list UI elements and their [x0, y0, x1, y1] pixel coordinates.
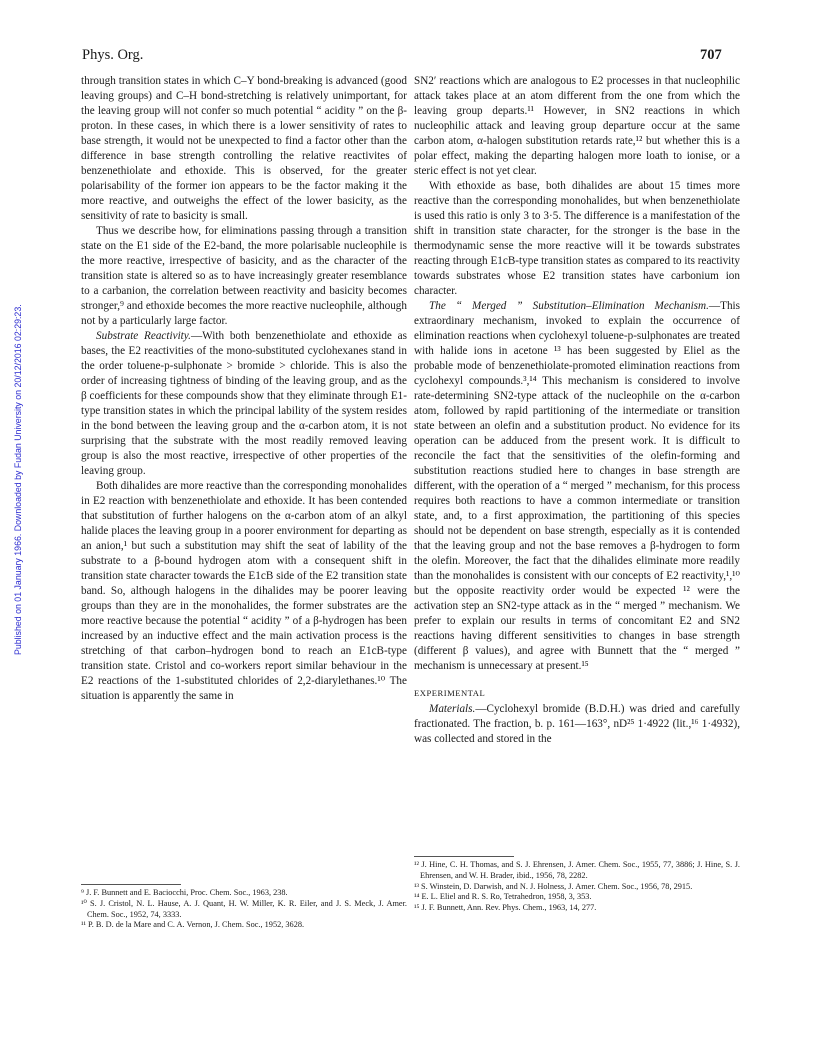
left-footnotes — [81, 888, 407, 931]
paragraph — [414, 702, 740, 747]
footnote: ¹¹ P. B. D. de la Mare and C. A. Vernon, J. Chem. Soc., 1952, 3628. — [81, 920, 305, 930]
download-notice-sidebar — [6, 185, 23, 655]
paragraph: With ethoxide as base, both dihalides are about 15 times more reactive than the corresponding monohalides, but when benzenethiolate is used this ratio is only 3 to 3·5. The difference is a manifestation of the shift in transition state character, for the stronger is the base in the thermodynamic sense the more reactive will it be towards substrates reacting through E1cB-type transition states as compared to its reactivity towards substrates whose E2 transition states have carbonium ion character. — [414, 180, 740, 297]
paragraph: SN2′ reactions which are analogous to E2 processes in that nucleophilic attack takes place at an atom different from the one from which the leaving group departs.¹¹ However, in SN2 reactions in which nucleophilic attack and leaving group departure occur at the same carbon atom, α-halogen substitution retards rate,¹² but whether this is a polar effect, making the departing halogen more loath to ionise, or a steric effect is not yet clear. — [414, 75, 740, 177]
footnote-rule — [81, 884, 181, 885]
paragraph-body: —Cyclohexyl bromide (B.D.H.) was dried and carefully fractionated. The fraction, b. p. 161—163°, nD²⁵ 1·4922 (lit.,¹⁶ 1·4932), was collected and stored in the — [414, 703, 740, 745]
download-notice: Published on 01 January 1966. Downloaded by Fudan University on 20/12/2016 02:29:23. — [13, 304, 23, 655]
footnote: ¹³ S. Winstein, D. Darwish, and N. J. Holness, J. Amer. Chem. Soc., 1956, 78, 2915. — [414, 881, 693, 891]
footnote: ⁹ J. F. Bunnett and E. Baciocchi, Proc. Chem. Soc., 1963, 238. — [81, 888, 288, 897]
paragraph: through transition states in which C–Y bond-breaking is advanced (good leaving groups) and C–H bond-stretching is relatively unimportant, for the leaving group will not confer so much potential “ acidity ” on the β-proton. In these cases, in which there is a lower sensitivity of rates to base strength, it would not be unexpected to find a factor other than the difference in base strength controlling the relative reactivites of benzenethiolate and ethoxide. This is observed, for the greater polarisability of the former ion appears to be the factor making it the more reactive, and outweighs the effect of the lower basicity, as the sensitivity of rate to basicity is small. — [81, 75, 407, 222]
left-column — [81, 74, 407, 704]
footnote: ¹⁰ S. J. Cristol, N. L. Hause, A. J. Quant, H. W. Miller, K. R. Eiler, and J. S. Meck, J. Amer. Chem. Soc., 1952, 74, 3333. — [81, 898, 407, 919]
footnote: ¹⁴ E. L. Eliel and R. S. Ro, Tetrahedron, 1958, 3, 353. — [414, 892, 592, 902]
right-column — [414, 74, 740, 747]
run-in-heading: Substrate Reactivity. — [96, 330, 191, 342]
paragraph-body: —With both benzenethiolate and ethoxide as bases, the E2 reactivities of the mono-substituted cyclohexanes stand in the order toluene-p-sulphonate > bromide > chloride. This is also the order of increasing tightness of binding of the leaving group, and as the β coefficients for these compounds show that they eliminate through E1-type transition states in which the principal lability of the system resides in the bond between the leaving group and the α-carbon atom, it is not surprising that the substrate with the most readily removed leaving group is also the most reactive, irrespective of other properties of the leaving group. — [81, 330, 407, 477]
section-heading: EXPERIMENTAL — [414, 688, 486, 698]
footnote-rule — [414, 856, 514, 857]
footnote: ¹⁵ J. F. Bunnett, Ann. Rev. Phys. Chem., 1963, 14, 277. — [414, 903, 597, 913]
page-number: 707 — [700, 47, 722, 63]
paragraph: Thus we describe how, for eliminations passing through a transition state on the E1 side of the E2-band, the more polarisable nucleophile is the more reactive, irrespective of basicity, and as the character of the transition state is altered so as to have increasingly greater resemblance to a carbanion, the correlation between reactivity and basicity becomes stronger,⁹ and ethoxide becomes the more reactive nucleophile, although not by a particularly large factor. — [81, 225, 407, 327]
paragraph — [414, 299, 740, 674]
paragraph-body: —This extraordinary mechanism, invoked to explain the occurrence of elimination reactions when cyclohexyl toluene-p-sulphonates are treated with halide ions in acetone ¹³ has been suggested by Eliel as the probable mode of benzenethiolate-promoted elimination reactions from cyclohexyl compounds.³,¹⁴ This mechanism is considered to involve rate-determining SN2-type attack of the nucleophile on the α-carbon atom, followed by rapid partitioning of the intermediate or transition state between an olefin and a substitution product. No evidence for its operation can be adduced from the present work. It is difficult to reconcile the fact that the sensitivities of the olefin-forming and substitution reactions studied here to changes in base strength are different, with the operation of a “ merged ” mechanism, for this process requires both reactions to have a common intermediate or transition state, and, to a first approximation, the partitioning of this species should not be dependent on base strength, especially as it is contended that the leaving group and not the base removes a β-hydrogen to form the olefin. Moreover, the fact that the dihalides eliminate more readily than the monohalides is consistent with our concepts of E2 reactivity,¹,¹⁰ but the opposite reactivity order would be expected ¹² were the activation step an SN2-type attack as in the “ merged ” mechanism. We prefer to explain our results in terms of concomitant E2 and SN2 reactions having different sensitivities to changes in base strength (different β values), and agree with Bunnett that the “ merged ” mechanism is unnecessary at present.¹⁵ — [414, 300, 740, 672]
run-in-heading: Materials. — [429, 703, 476, 715]
paragraph: Both dihalides are more reactive than the corresponding monohalides in E2 reaction with benzenethiolate and ethoxide. It has been contended that substitution of further halogens on the α-carbon atom of an alkyl halide places the leaving group in a poorer environment for departing as an anion,¹ but such a substitution may shift the seat of lability of the substrate to a β-bound hydrogen atom with a consequent shift in transition state character towards the E1cB side of the E2 transition state band. So, although halogens in the dihalides may be poorer leaving groups than they are in the monohalides, the former substrates are the more reactive because the potential “ acidity ” of a β-hydrogen has been increased by an inductive effect and the main activation process is the stretching of that carbon–hydrogen bond to reach an E1cB-type transition state. Cristol and co-workers report similar behaviour in the E2 reactions of the 1-substituted chlorides of 2,2-diarylethanes.¹⁰ The situation is apparently the same in — [81, 480, 407, 702]
running-head-journal: Phys. Org. — [82, 47, 144, 63]
run-in-heading: The “ Merged ” Substitution–Elimination Mechanism. — [429, 300, 709, 312]
footnote: ¹² J. Hine, C. H. Thomas, and S. J. Ehrensen, J. Amer. Chem. Soc., 1955, 77, 3886; J. Hine, S. J. Ehrensen, and W. H. Brader, ibid., 1956, 78, 2282. — [414, 860, 740, 880]
right-footnotes — [414, 860, 740, 914]
paragraph — [81, 329, 407, 479]
